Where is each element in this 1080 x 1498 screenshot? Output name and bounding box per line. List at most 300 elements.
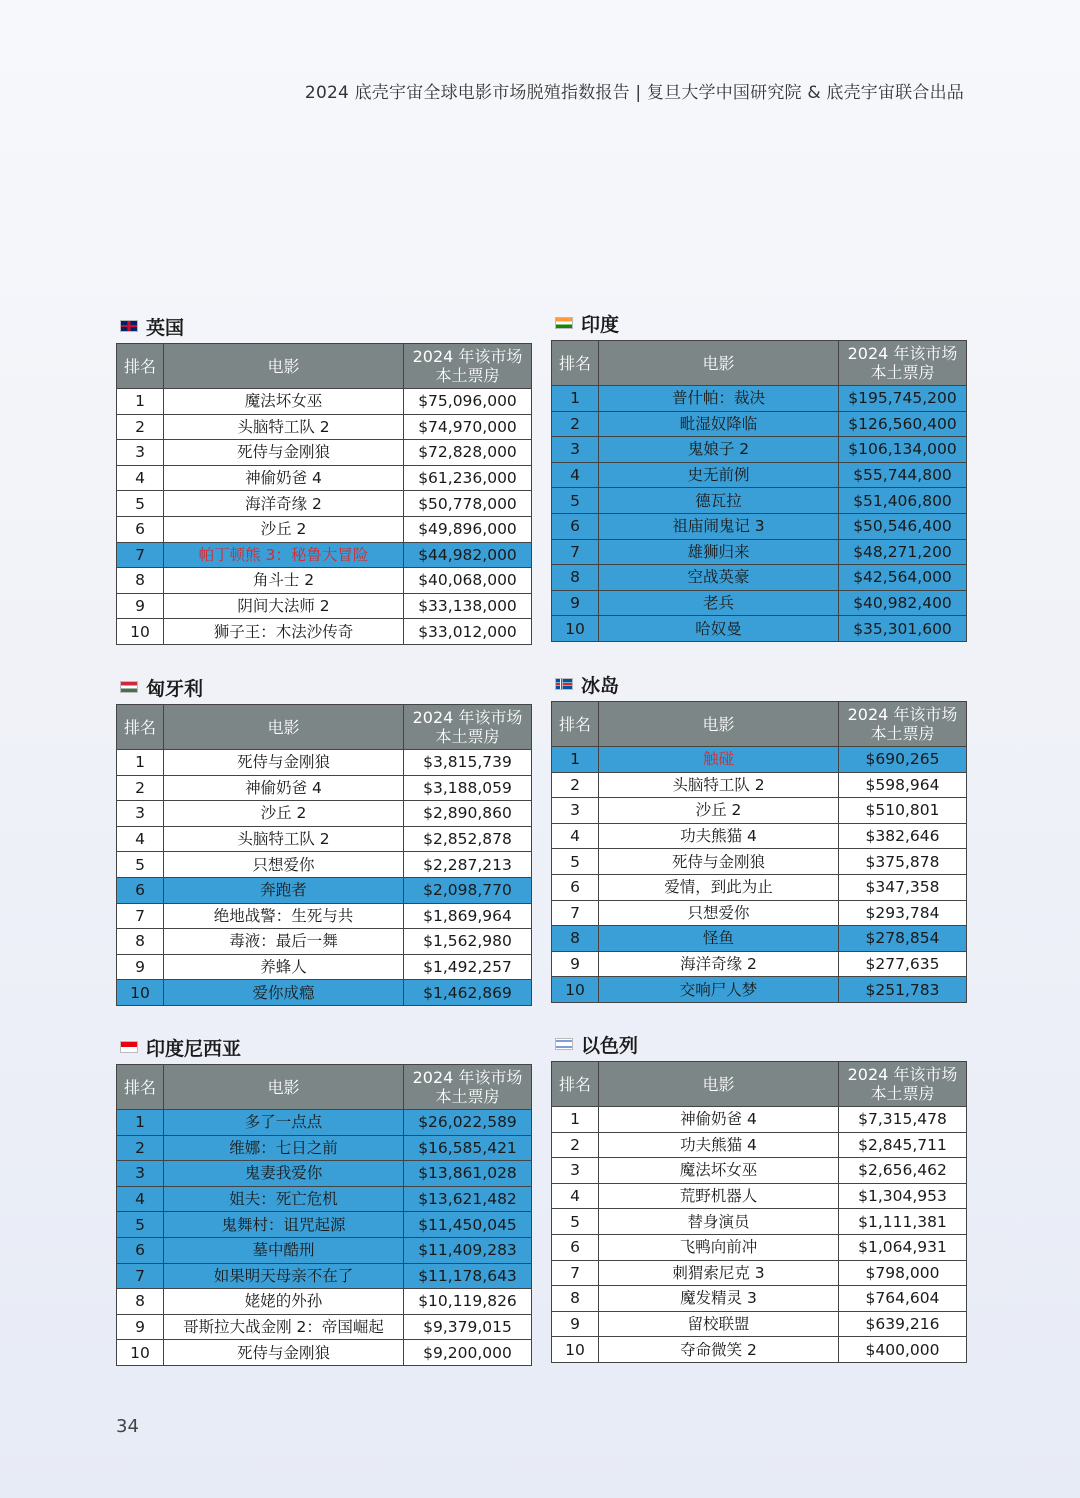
column-header-rank: 排名 (552, 1062, 599, 1107)
film-title-cell: 死侍与金刚狼 (599, 849, 839, 875)
table-row (552, 1209, 967, 1235)
rank-cell: 4 (552, 462, 599, 488)
film-title-cell: 哈奴曼 (599, 616, 839, 642)
gross-cell: $126,560,400 (839, 411, 967, 437)
table-row (117, 801, 532, 827)
gross-cell: $50,778,000 (404, 491, 532, 517)
film-title-cell: 哥斯拉大战金刚 2：帝国崛起 (164, 1314, 404, 1340)
rank-cell: 8 (117, 568, 164, 594)
gross-cell: $42,564,000 (839, 565, 967, 591)
film-title-cell: 普什帕：裁决 (599, 386, 839, 412)
gross-cell: $16,585,421 (404, 1135, 532, 1161)
film-title-cell: 雄狮归来 (599, 539, 839, 565)
table-row (552, 437, 967, 463)
gross-header-line2: 本土票房 (435, 727, 500, 746)
table-row (117, 903, 532, 929)
table-row (552, 1158, 967, 1184)
table-row (117, 1110, 532, 1136)
rank-cell: 8 (552, 1286, 599, 1312)
table-row (117, 1314, 532, 1340)
israel-flag-icon (555, 1038, 573, 1050)
gross-cell: $2,845,711 (839, 1132, 967, 1158)
rank-cell: 9 (552, 951, 599, 977)
table-row (552, 798, 967, 824)
india-flag-icon (555, 317, 573, 329)
table-header-row (552, 702, 967, 747)
film-title-cell: 帕丁顿熊 3：秘鲁大冒险 (164, 542, 404, 568)
gross-cell: $1,869,964 (404, 903, 532, 929)
rank-cell: 7 (552, 900, 599, 926)
table-row (117, 440, 532, 466)
film-title-cell: 只想爱你 (164, 852, 404, 878)
rank-cell: 4 (117, 1186, 164, 1212)
rank-cell: 2 (552, 411, 599, 437)
table-row (117, 775, 532, 801)
country-name: 印度 (581, 313, 620, 336)
rank-cell: 2 (552, 1132, 599, 1158)
rank-cell: 3 (117, 801, 164, 827)
film-title-cell: 魔法坏女巫 (164, 389, 404, 415)
film-title-cell: 触碰 (599, 747, 839, 773)
panel-title-uk (116, 313, 531, 339)
table-row (552, 951, 967, 977)
rank-cell: 4 (552, 1183, 599, 1209)
gross-cell: $51,406,800 (839, 488, 967, 514)
table-row (552, 874, 967, 900)
rank-cell: 2 (117, 775, 164, 801)
rank-cell: 6 (117, 516, 164, 542)
table-row (552, 1337, 967, 1363)
box-office-table (116, 1064, 532, 1366)
table-row (117, 1212, 532, 1238)
table-row (117, 1340, 532, 1366)
gross-cell: $2,287,213 (404, 852, 532, 878)
indonesia-flag-icon (120, 1041, 138, 1053)
gross-cell: $400,000 (839, 1337, 967, 1363)
table-row (117, 750, 532, 776)
panel-indonesia (116, 1034, 531, 1366)
table-row (552, 539, 967, 565)
gross-cell: $690,265 (839, 747, 967, 773)
rank-cell: 6 (117, 1237, 164, 1263)
film-title-cell: 海洋奇缘 2 (599, 951, 839, 977)
gross-cell: $26,022,589 (404, 1110, 532, 1136)
box-office-table (551, 701, 967, 1003)
table-row (552, 1183, 967, 1209)
gross-cell: $74,970,000 (404, 414, 532, 440)
table-row (552, 565, 967, 591)
table-row (117, 465, 532, 491)
gross-cell: $2,656,462 (839, 1158, 967, 1184)
film-title-cell: 功夫熊猫 4 (599, 1132, 839, 1158)
table-row (117, 516, 532, 542)
table-row (117, 1289, 532, 1315)
country-name: 匈牙利 (146, 677, 204, 700)
gross-cell: $278,854 (839, 926, 967, 952)
film-title-cell: 鬼舞村：诅咒起源 (164, 1212, 404, 1238)
gross-cell: $798,000 (839, 1260, 967, 1286)
rank-cell: 2 (552, 772, 599, 798)
film-title-cell: 死侍与金刚狼 (164, 1340, 404, 1366)
film-title-cell: 头脑特工队 2 (164, 414, 404, 440)
film-title-cell: 毗湿奴降临 (599, 411, 839, 437)
film-title-cell: 姥姥的外孙 (164, 1289, 404, 1315)
gross-cell: $11,178,643 (404, 1263, 532, 1289)
rank-cell: 5 (552, 849, 599, 875)
table-row (552, 747, 967, 773)
film-title-cell: 夺命微笑 2 (599, 1337, 839, 1363)
panel-uk (116, 313, 531, 645)
gross-cell: $75,096,000 (404, 389, 532, 415)
film-title-cell: 鬼娘子 2 (599, 437, 839, 463)
panel-india (551, 310, 966, 642)
gross-cell: $2,890,860 (404, 801, 532, 827)
rank-cell: 10 (552, 1337, 599, 1363)
table-row (552, 1286, 967, 1312)
film-title-cell: 养蜂人 (164, 954, 404, 980)
film-title-cell: 多了一点点 (164, 1110, 404, 1136)
rank-cell: 5 (117, 1212, 164, 1238)
gross-cell: $1,462,869 (404, 980, 532, 1006)
panel-title-iceland (551, 671, 966, 697)
panel-title-indonesia (116, 1034, 531, 1060)
gross-cell: $2,852,878 (404, 826, 532, 852)
gross-header-line1: 2024 年该市场 (847, 1065, 958, 1084)
page-number: 34 (116, 1416, 139, 1437)
table-row (552, 386, 967, 412)
film-title-cell: 神偷奶爸 4 (164, 775, 404, 801)
gross-header-line1: 2024 年该市场 (412, 1068, 523, 1087)
column-header-rank: 排名 (117, 1065, 164, 1110)
table-row (117, 1186, 532, 1212)
film-title-cell: 史无前例 (599, 462, 839, 488)
gross-cell: $277,635 (839, 951, 967, 977)
gross-cell: $1,304,953 (839, 1183, 967, 1209)
table-row (552, 1311, 967, 1337)
film-title-cell: 怪鱼 (599, 926, 839, 952)
gross-cell: $3,188,059 (404, 775, 532, 801)
column-header-gross (839, 1062, 967, 1107)
rank-cell: 4 (117, 826, 164, 852)
gross-cell: $106,134,000 (839, 437, 967, 463)
gross-cell: $35,301,600 (839, 616, 967, 642)
film-title-cell: 神偷奶爸 4 (164, 465, 404, 491)
table-row (117, 389, 532, 415)
table-row (117, 1263, 532, 1289)
film-title-cell: 魔法坏女巫 (599, 1158, 839, 1184)
gross-cell: $49,896,000 (404, 516, 532, 542)
rank-cell: 6 (117, 877, 164, 903)
table-row (117, 877, 532, 903)
column-header-gross (404, 1065, 532, 1110)
gross-cell: $3,815,739 (404, 750, 532, 776)
film-title-cell: 角斗士 2 (164, 568, 404, 594)
rank-cell: 7 (117, 542, 164, 568)
rank-cell: 4 (552, 823, 599, 849)
rank-cell: 2 (117, 1135, 164, 1161)
panel-israel (551, 1031, 966, 1363)
gross-cell: $598,964 (839, 772, 967, 798)
film-title-cell: 如果明天母亲不在了 (164, 1263, 404, 1289)
film-title-cell: 头脑特工队 2 (164, 826, 404, 852)
rank-cell: 10 (552, 977, 599, 1003)
film-title-cell: 鬼妻我爱你 (164, 1161, 404, 1187)
film-title-cell: 姐夫：死亡危机 (164, 1186, 404, 1212)
uk-flag-icon (120, 320, 138, 332)
film-title-cell: 死侍与金刚狼 (164, 750, 404, 776)
gross-header-line2: 本土票房 (870, 1084, 935, 1103)
film-title-cell: 海洋奇缘 2 (164, 491, 404, 517)
rank-cell: 9 (117, 593, 164, 619)
gross-cell: $2,098,770 (404, 877, 532, 903)
rank-cell: 3 (117, 440, 164, 466)
table-row (117, 568, 532, 594)
table-row (117, 1161, 532, 1187)
table-row (117, 1135, 532, 1161)
film-title-cell: 魔发精灵 3 (599, 1286, 839, 1312)
gross-header-line1: 2024 年该市场 (847, 344, 958, 363)
gross-cell: $347,358 (839, 874, 967, 900)
gross-cell: $639,216 (839, 1311, 967, 1337)
gross-cell: $40,068,000 (404, 568, 532, 594)
film-title-cell: 沙丘 2 (599, 798, 839, 824)
film-title-cell: 神偷奶爸 4 (599, 1107, 839, 1133)
gross-header-line2: 本土票房 (435, 366, 500, 385)
film-title-cell: 阴间大法师 2 (164, 593, 404, 619)
table-row (552, 462, 967, 488)
gross-header-line1: 2024 年该市场 (412, 708, 523, 727)
film-title-cell: 死侍与金刚狼 (164, 440, 404, 466)
gross-cell: $44,982,000 (404, 542, 532, 568)
table-header-row (552, 1062, 967, 1107)
table-header-row (117, 344, 532, 389)
table-row (552, 849, 967, 875)
column-header-film: 电影 (164, 344, 404, 389)
film-title-cell: 绝地战警：生死与共 (164, 903, 404, 929)
rank-cell: 2 (117, 414, 164, 440)
country-name: 以色列 (581, 1034, 639, 1057)
rank-cell: 9 (552, 1311, 599, 1337)
gross-cell: $510,801 (839, 798, 967, 824)
table-row (117, 954, 532, 980)
film-title-cell: 老兵 (599, 590, 839, 616)
rank-cell: 3 (117, 1161, 164, 1187)
film-title-cell: 祖庙闹鬼记 3 (599, 513, 839, 539)
column-header-rank: 排名 (117, 344, 164, 389)
rank-cell: 5 (552, 488, 599, 514)
panel-title-israel (551, 1031, 966, 1057)
gross-header-line1: 2024 年该市场 (412, 347, 523, 366)
film-title-cell: 刺猬索尼克 3 (599, 1260, 839, 1286)
rank-cell: 5 (117, 491, 164, 517)
rank-cell: 3 (552, 1158, 599, 1184)
table-row (117, 542, 532, 568)
column-header-gross (839, 341, 967, 386)
gross-cell: $33,012,000 (404, 619, 532, 645)
table-header-row (117, 705, 532, 750)
gross-cell: $40,982,400 (839, 590, 967, 616)
film-title-cell: 沙丘 2 (164, 516, 404, 542)
report-header: 2024 底壳宇宙全球电影市场脱殖指数报告 | 复旦大学中国研究院 & 底壳宇宙联合出品 (304, 83, 964, 103)
panel-title-india (551, 310, 966, 336)
gross-cell: $61,236,000 (404, 465, 532, 491)
column-header-rank: 排名 (117, 705, 164, 750)
rank-cell: 8 (117, 1289, 164, 1315)
panel-iceland (551, 671, 966, 1003)
film-title-cell: 奔跑者 (164, 877, 404, 903)
film-title-cell: 替身演员 (599, 1209, 839, 1235)
table-row (117, 1237, 532, 1263)
gross-cell: $251,783 (839, 977, 967, 1003)
rank-cell: 7 (552, 1260, 599, 1286)
table-row (552, 900, 967, 926)
film-title-cell: 毒液：最后一舞 (164, 929, 404, 955)
gross-cell: $375,878 (839, 849, 967, 875)
film-title-cell: 留校联盟 (599, 1311, 839, 1337)
rank-cell: 6 (552, 874, 599, 900)
gross-cell: $9,200,000 (404, 1340, 532, 1366)
gross-cell: $33,138,000 (404, 593, 532, 619)
country-name: 英国 (146, 316, 185, 339)
gross-cell: $1,562,980 (404, 929, 532, 955)
table-row (552, 488, 967, 514)
rank-cell: 4 (117, 465, 164, 491)
table-row (552, 513, 967, 539)
column-header-rank: 排名 (552, 702, 599, 747)
film-title-cell: 交响尸人梦 (599, 977, 839, 1003)
film-title-cell: 沙丘 2 (164, 801, 404, 827)
film-title-cell: 爱情，到此为止 (599, 874, 839, 900)
table-row (552, 977, 967, 1003)
table-row (117, 929, 532, 955)
rank-cell: 1 (117, 750, 164, 776)
rank-cell: 8 (552, 926, 599, 952)
rank-cell: 9 (117, 1314, 164, 1340)
table-row (117, 593, 532, 619)
rank-cell: 1 (117, 389, 164, 415)
table-row (552, 1132, 967, 1158)
table-row (552, 1234, 967, 1260)
gross-cell: $72,828,000 (404, 440, 532, 466)
gross-cell: $9,379,015 (404, 1314, 532, 1340)
gross-cell: $48,271,200 (839, 539, 967, 565)
table-row (552, 590, 967, 616)
table-row (552, 411, 967, 437)
gross-header-line1: 2024 年该市场 (847, 705, 958, 724)
country-name: 印度尼西亚 (146, 1037, 242, 1060)
film-title-cell: 德瓦拉 (599, 488, 839, 514)
table-header-row (117, 1065, 532, 1110)
table-row (117, 980, 532, 1006)
table-header-row (552, 341, 967, 386)
table-row (552, 772, 967, 798)
table-row (552, 823, 967, 849)
column-header-film: 电影 (599, 1062, 839, 1107)
film-title-cell: 狮子王：木法沙传奇 (164, 619, 404, 645)
gross-header-line2: 本土票房 (870, 363, 935, 382)
rank-cell: 10 (117, 619, 164, 645)
gross-cell: $10,119,826 (404, 1289, 532, 1315)
panel-title-hungary (116, 674, 531, 700)
gross-cell: $11,450,045 (404, 1212, 532, 1238)
gross-cell: $1,492,257 (404, 954, 532, 980)
box-office-table (551, 340, 967, 642)
gross-header-line2: 本土票房 (435, 1087, 500, 1106)
column-header-gross (839, 702, 967, 747)
rank-cell: 8 (117, 929, 164, 955)
rank-cell: 1 (552, 747, 599, 773)
rank-cell: 3 (552, 437, 599, 463)
rank-cell: 7 (117, 1263, 164, 1289)
box-office-table (551, 1061, 967, 1363)
column-header-film: 电影 (164, 705, 404, 750)
rank-cell: 10 (117, 1340, 164, 1366)
rank-cell: 7 (117, 903, 164, 929)
gross-cell: $13,861,028 (404, 1161, 532, 1187)
panel-hungary (116, 674, 531, 1006)
rank-cell: 6 (552, 1234, 599, 1260)
film-title-cell: 空战英豪 (599, 565, 839, 591)
column-header-gross (404, 705, 532, 750)
table-row (117, 414, 532, 440)
gross-cell: $764,604 (839, 1286, 967, 1312)
film-title-cell: 功夫熊猫 4 (599, 823, 839, 849)
table-row (552, 616, 967, 642)
box-office-table (116, 343, 532, 645)
rank-cell: 9 (117, 954, 164, 980)
gross-cell: $1,111,381 (839, 1209, 967, 1235)
rank-cell: 5 (552, 1209, 599, 1235)
gross-cell: $1,064,931 (839, 1234, 967, 1260)
column-header-rank: 排名 (552, 341, 599, 386)
film-title-cell: 维娜：七日之前 (164, 1135, 404, 1161)
gross-cell: $55,744,800 (839, 462, 967, 488)
rank-cell: 6 (552, 513, 599, 539)
column-header-film: 电影 (599, 702, 839, 747)
gross-header-line2: 本土票房 (870, 724, 935, 743)
gross-cell: $382,646 (839, 823, 967, 849)
gross-cell: $7,315,478 (839, 1107, 967, 1133)
table-row (552, 1260, 967, 1286)
table-row (117, 619, 532, 645)
table-row (117, 852, 532, 878)
film-title-cell: 墓中酷刑 (164, 1237, 404, 1263)
gross-cell: $50,546,400 (839, 513, 967, 539)
rank-cell: 8 (552, 565, 599, 591)
column-header-film: 电影 (164, 1065, 404, 1110)
rank-cell: 10 (117, 980, 164, 1006)
column-header-film: 电影 (599, 341, 839, 386)
film-title-cell: 头脑特工队 2 (599, 772, 839, 798)
film-title-cell: 荒野机器人 (599, 1183, 839, 1209)
gross-cell: $293,784 (839, 900, 967, 926)
rank-cell: 7 (552, 539, 599, 565)
column-header-gross (404, 344, 532, 389)
gross-cell: $13,621,482 (404, 1186, 532, 1212)
table-row (117, 826, 532, 852)
table-row (552, 926, 967, 952)
gross-cell: $195,745,200 (839, 386, 967, 412)
film-title-cell: 只想爱你 (599, 900, 839, 926)
box-office-table (116, 704, 532, 1006)
rank-cell: 1 (117, 1110, 164, 1136)
rank-cell: 10 (552, 616, 599, 642)
rank-cell: 1 (552, 386, 599, 412)
gross-cell: $11,409,283 (404, 1237, 532, 1263)
table-row (552, 1107, 967, 1133)
rank-cell: 9 (552, 590, 599, 616)
film-title-cell: 飞鸭向前冲 (599, 1234, 839, 1260)
